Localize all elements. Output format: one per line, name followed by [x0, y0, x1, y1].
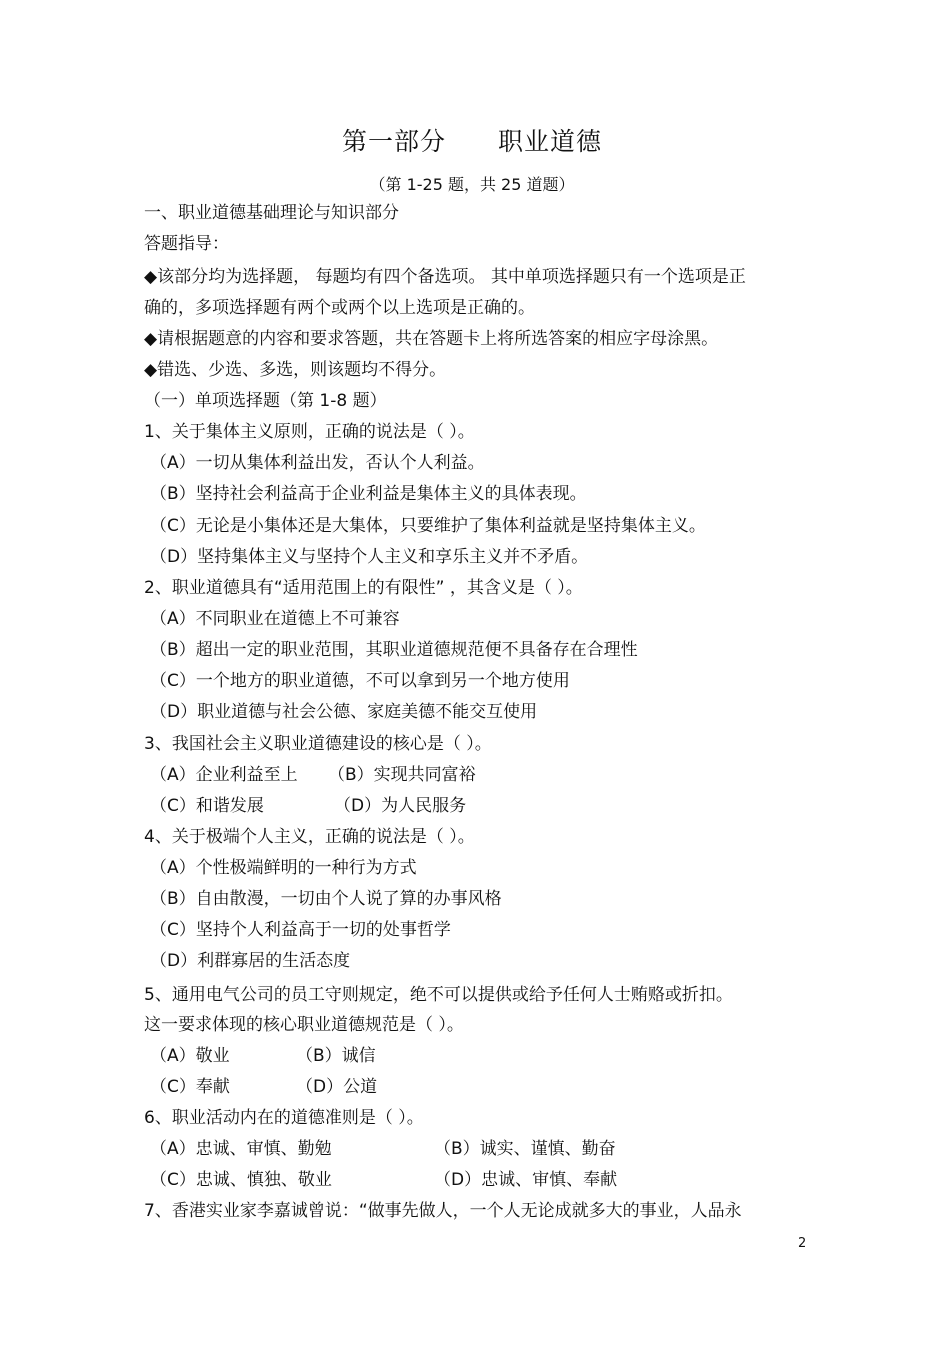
question-2-option-d: （D）职业道德与社会公德、家庭美德不能交互使用 [150, 702, 538, 722]
question-7-stem: 7、香港实业家李嘉诚曾说：“做事先做人，一个人无论成就多大的事业，人品永 [144, 1201, 742, 1221]
question-5-option-c: （C）奉献 [150, 1077, 230, 1097]
question-4-option-d: （D）利群寡居的生活态度 [150, 951, 351, 971]
guide-line-1b: 确的，多项选择题有两个或两个以上选项是正确的。 [144, 298, 535, 318]
guide-line-2: ◆请根据题意的内容和要求答题，共在答题卡上将所选答案的相应字母涂黑。 [144, 329, 719, 349]
question-5-stem-line-2: 这一要求体现的核心职业道德规范是（ ）。 [144, 1015, 464, 1035]
question-6-option-d: （D）忠诚、审慎、奉献 [434, 1170, 618, 1190]
guide-heading: 答题指导： [144, 234, 229, 254]
question-2-option-b: （B）超出一定的职业范围，其职业道德规范便不具备存在合理性 [150, 640, 638, 660]
question-3-stem: 3、我国社会主义职业道德建设的核心是（ ）。 [144, 734, 492, 754]
question-3-option-a: （A）企业利益至上 [150, 765, 298, 785]
question-2-option-a: （A）不同职业在道德上不可兼容 [150, 609, 400, 629]
question-5-option-b: （B）诚信 [296, 1046, 376, 1066]
question-6-stem: 6、职业活动内在的道德准则是（ ）。 [144, 1108, 424, 1128]
question-1-option-b: （B）坚持社会利益高于企业利益是集体主义的具体表现。 [150, 484, 587, 504]
question-2-stem: 2、职业道德具有“适用范围上的有限性” ，其含义是（ ）。 [144, 578, 583, 598]
question-5-stem-line-1: 5、通用电气公司的员工守则规定，绝不可以提供或给予任何人士贿赂或折扣。 [144, 985, 733, 1005]
question-6-option-a: （A）忠诚、审慎、勤勉 [150, 1139, 332, 1159]
question-1-option-c: （C）无论是小集体还是大集体，只要维护了集体利益就是坚持集体主义。 [150, 516, 706, 536]
question-3-option-c: （C）和谐发展 [150, 796, 264, 816]
subsection-heading: （一）单项选择题（第 1-8 题） [144, 391, 387, 411]
question-2-option-c: （C）一个地方的职业道德，不可以拿到另一个地方使用 [150, 671, 570, 691]
question-5-option-d: （D）公道 [296, 1077, 378, 1097]
question-3-option-d: （D）为人民服务 [334, 796, 467, 816]
guide-line-1a: ◆该部分均为选择题， 每题均有四个备选项。 其中单项选择题只有一个选项是正 [144, 267, 746, 287]
question-4-option-b: （B）自由散漫，一切由个人说了算的办事风格 [150, 889, 502, 909]
question-1-option-a: （A）一切从集体利益出发，否认个人利益。 [150, 453, 485, 473]
question-6-option-b: （B）诚实、谨慎、勤奋 [434, 1139, 616, 1159]
guide-line-3: ◆错选、少选、多选，则该题均不得分。 [144, 360, 447, 380]
title-part-2: 职业道德 [498, 127, 603, 156]
page-number: 2 [798, 1236, 807, 1251]
title-part-1: 第一部分 [341, 127, 446, 156]
section-heading: 一、职业道德基础理论与知识部分 [144, 203, 399, 223]
question-5-option-a: （A）敬业 [150, 1046, 230, 1066]
question-3-option-b: （B）实现共同富裕 [328, 765, 476, 785]
question-1-stem: 1、关于集体主义原则，正确的说法是（ ）。 [144, 422, 475, 442]
page-subtitle: （第 1-25 题，共 25 道题） [369, 175, 575, 194]
question-4-option-a: （A）个性极端鲜明的一种行为方式 [150, 858, 417, 878]
page-title [0, 122, 944, 158]
question-4-stem: 4、关于极端个人主义，正确的说法是（ ）。 [144, 827, 475, 847]
question-1-option-d: （D）坚持集体主义与坚持个人主义和享乐主义并不矛盾。 [150, 547, 589, 567]
question-4-option-c: （C）坚持个人利益高于一切的处事哲学 [150, 920, 451, 940]
question-6-option-c: （C）忠诚、慎独、敬业 [150, 1170, 332, 1190]
